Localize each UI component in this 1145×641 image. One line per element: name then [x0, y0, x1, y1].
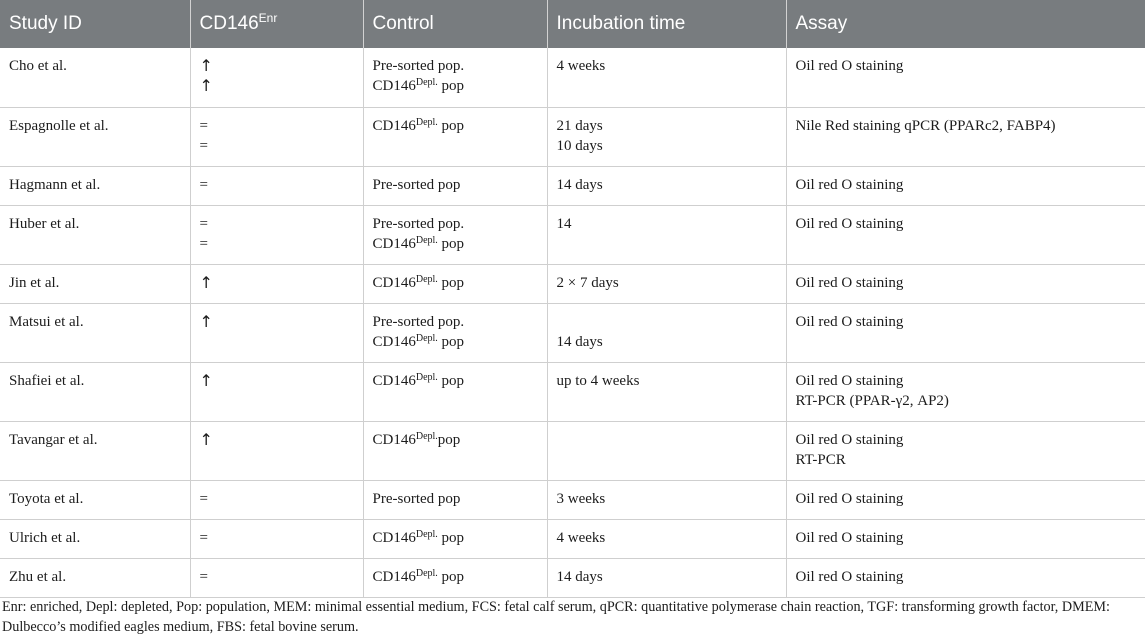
cell-incubation-time	[547, 166, 786, 205]
control-suffix: pop	[437, 235, 465, 252]
incubation-line: 14 days	[556, 176, 603, 193]
equal-sign: =	[199, 137, 208, 154]
control-text: CD146	[372, 333, 416, 350]
control-suffix: pop	[437, 274, 465, 291]
control-superscript: Depl.	[415, 567, 438, 579]
control-suffix: pop	[437, 568, 465, 585]
arrow-up-icon: ↑	[199, 76, 213, 95]
table-row	[0, 362, 1145, 421]
equal-sign: =	[199, 568, 208, 585]
cell-assay	[786, 421, 1145, 480]
cell-control	[363, 264, 547, 303]
table-row	[0, 421, 1145, 480]
table-row	[0, 166, 1145, 205]
cell-control	[363, 205, 547, 264]
control-text: CD146	[372, 372, 416, 389]
equal-sign: =	[199, 490, 208, 507]
incubation-line: 2 × 7 days	[556, 274, 619, 291]
table-row	[0, 264, 1145, 303]
cell-study-id: Matsui et al.	[0, 303, 190, 362]
control-text: CD146	[372, 117, 416, 134]
assay-line: Oil red O staining	[795, 274, 904, 291]
cell-assay	[786, 362, 1145, 421]
control-superscript: Depl.	[415, 273, 438, 285]
control-line	[373, 332, 547, 352]
table-body	[0, 48, 1145, 597]
cell-cd146-effect	[190, 48, 363, 107]
equal-sign: =	[199, 215, 208, 232]
control-suffix: pop	[437, 78, 465, 94]
control-superscript: Depl.	[415, 371, 438, 383]
cell-control	[363, 519, 547, 558]
cell-control	[363, 303, 547, 362]
header-assay: Assay	[786, 0, 1145, 48]
control-superscript: Depl.	[415, 234, 438, 246]
incubation-line	[557, 430, 786, 450]
assay-line: Oil red O staining	[795, 529, 904, 546]
equal-sign: =	[199, 529, 208, 546]
table-row	[0, 303, 1145, 362]
incubation-line: 10 days	[556, 137, 603, 154]
cell-control	[363, 48, 547, 107]
assay-line: Oil red O staining	[795, 490, 904, 507]
control-text: CD146	[372, 568, 416, 585]
header-row	[0, 0, 1145, 48]
cell-assay	[786, 480, 1145, 519]
cell-study-id: Toyota et al.	[0, 480, 190, 519]
control-superscript: Depl.	[415, 77, 438, 88]
cell-assay	[786, 264, 1145, 303]
cell-assay	[786, 107, 1145, 166]
cell-cd146-effect	[190, 362, 363, 421]
cell-control	[363, 166, 547, 205]
assay-line: Oil red O staining	[795, 176, 904, 193]
cell-study-id: Hagmann et al.	[0, 166, 190, 205]
cell-assay	[786, 558, 1145, 597]
assay-line: RT-PCR (PPAR-γ2, AP2)	[795, 392, 949, 409]
equal-sign: =	[199, 117, 208, 134]
cell-control	[363, 107, 547, 166]
control-line	[373, 312, 547, 332]
control-line	[373, 273, 547, 293]
assay-line: Oil red O staining	[795, 431, 904, 448]
cell-cd146-effect	[190, 421, 363, 480]
arrow-up-icon: ↑	[199, 311, 213, 331]
arrow-up-icon: ↑	[199, 56, 213, 75]
control-text: Pre-sorted pop	[372, 176, 461, 193]
control-suffix: pop	[437, 529, 465, 546]
header-incubation-time: Incubation time	[547, 0, 786, 48]
cell-cd146-effect	[190, 519, 363, 558]
cell-control	[363, 480, 547, 519]
control-text: CD146	[372, 235, 416, 252]
cell-incubation-time	[547, 480, 786, 519]
table-row	[0, 480, 1145, 519]
assay-line: RT-PCR	[795, 451, 846, 468]
control-line	[373, 371, 547, 391]
cell-assay	[786, 166, 1145, 205]
header-cd146	[190, 0, 363, 48]
control-suffix: pop	[437, 333, 465, 350]
control-superscript: Depl.	[415, 332, 438, 344]
assay-line: Oil red O staining	[795, 215, 904, 232]
cell-study-id: Jin et al.	[0, 264, 190, 303]
table-row	[0, 48, 1145, 107]
cell-incubation-time	[547, 205, 786, 264]
cell-cd146-effect	[190, 107, 363, 166]
cell-assay	[786, 303, 1145, 362]
cell-control	[363, 421, 547, 480]
incubation-line: 4 weeks	[556, 58, 606, 74]
control-line	[373, 76, 547, 96]
cell-study-id: Ulrich et al.	[0, 519, 190, 558]
arrow-up-icon: ↑	[199, 272, 213, 292]
cell-study-id: Espagnolle et al.	[0, 107, 190, 166]
cell-study-id: Shafiei et al.	[0, 362, 190, 421]
incubation-line: 3 weeks	[556, 490, 606, 507]
control-suffix: pop	[437, 372, 465, 389]
incubation-line	[557, 312, 786, 332]
control-superscript: Depl.	[415, 430, 438, 442]
table-row	[0, 558, 1145, 597]
control-line	[373, 56, 547, 76]
control-text: Pre-sorted pop	[372, 490, 461, 507]
cell-cd146-effect	[190, 166, 363, 205]
incubation-line: 14	[556, 215, 572, 232]
cell-cd146-effect	[190, 303, 363, 362]
cell-control	[363, 362, 547, 421]
arrow-up-icon: ↑	[199, 429, 213, 449]
assay-line: Oil red O staining	[795, 313, 904, 330]
control-text: CD146	[372, 274, 416, 291]
control-line	[373, 214, 547, 234]
control-text: CD146	[372, 78, 416, 94]
cell-study-id: Tavangar et al.	[0, 421, 190, 480]
control-superscript: Depl.	[415, 528, 438, 540]
control-suffix: pop	[437, 431, 461, 448]
cell-assay	[786, 205, 1145, 264]
header-control: Control	[363, 0, 547, 48]
cell-assay	[786, 519, 1145, 558]
table-row	[0, 205, 1145, 264]
cell-study-id: Huber et al.	[0, 205, 190, 264]
cell-incubation-time	[547, 558, 786, 597]
cell-cd146-effect	[190, 480, 363, 519]
control-text: Pre-sorted pop.	[372, 58, 465, 74]
assay-line: Oil red O staining	[795, 568, 904, 585]
cell-study-id: Zhu et al.	[0, 558, 190, 597]
cell-incubation-time	[547, 107, 786, 166]
control-line	[373, 489, 547, 509]
table-row	[0, 107, 1145, 166]
cell-incubation-time	[547, 421, 786, 480]
header-cd146-superscript: Enr	[258, 11, 278, 25]
cell-incubation-time	[547, 48, 786, 107]
incubation-line: 21 days	[556, 117, 603, 134]
arrow-up-icon: ↑	[199, 370, 213, 390]
control-line	[373, 567, 547, 587]
assay-line: Oil red O staining	[795, 58, 904, 74]
cell-cd146-effect	[190, 205, 363, 264]
table-row	[0, 519, 1145, 558]
cell-incubation-time	[547, 303, 786, 362]
control-line	[373, 430, 547, 450]
cell-study-id: Cho et al.	[0, 48, 190, 107]
incubation-line: 14 days	[556, 333, 603, 350]
control-text: Pre-sorted pop.	[372, 313, 465, 330]
control-line	[373, 175, 547, 195]
cell-control	[363, 558, 547, 597]
assay-line: Nile Red staining qPCR (PPARc2, FABP4)	[795, 117, 1056, 134]
control-suffix: pop	[437, 117, 465, 134]
assay-line: Oil red O staining	[795, 372, 904, 389]
control-text: Pre-sorted pop.	[372, 215, 465, 232]
control-line	[373, 234, 547, 254]
control-line	[373, 116, 547, 136]
cell-cd146-effect	[190, 558, 363, 597]
control-superscript: Depl.	[415, 116, 438, 128]
control-line	[373, 528, 547, 548]
equal-sign: =	[199, 235, 208, 252]
incubation-line: 14 days	[556, 568, 603, 585]
equal-sign: =	[199, 176, 208, 193]
incubation-line: up to 4 weeks	[556, 372, 640, 389]
cell-cd146-effect	[190, 264, 363, 303]
cell-incubation-time	[547, 362, 786, 421]
incubation-line: 4 weeks	[556, 529, 606, 546]
cell-incubation-time	[547, 264, 786, 303]
control-text: CD146	[372, 431, 416, 448]
header-study-id: Study ID	[0, 0, 190, 48]
table-footnote: Enr: enriched, Depl: depleted, Pop: population, MEM: minimal essential medium, FCS: fetal calf serum, qPCR: quantitative polymerase chain reaction, TGF: transforming growth factor, DMEM: Dulbecco’s modified eagles medium, FBS: fetal bovine serum.	[2, 599, 1110, 635]
header-cd146-text: CD146	[199, 13, 259, 34]
cell-assay	[786, 48, 1145, 107]
cell-incubation-time	[547, 519, 786, 558]
control-text: CD146	[372, 529, 416, 546]
